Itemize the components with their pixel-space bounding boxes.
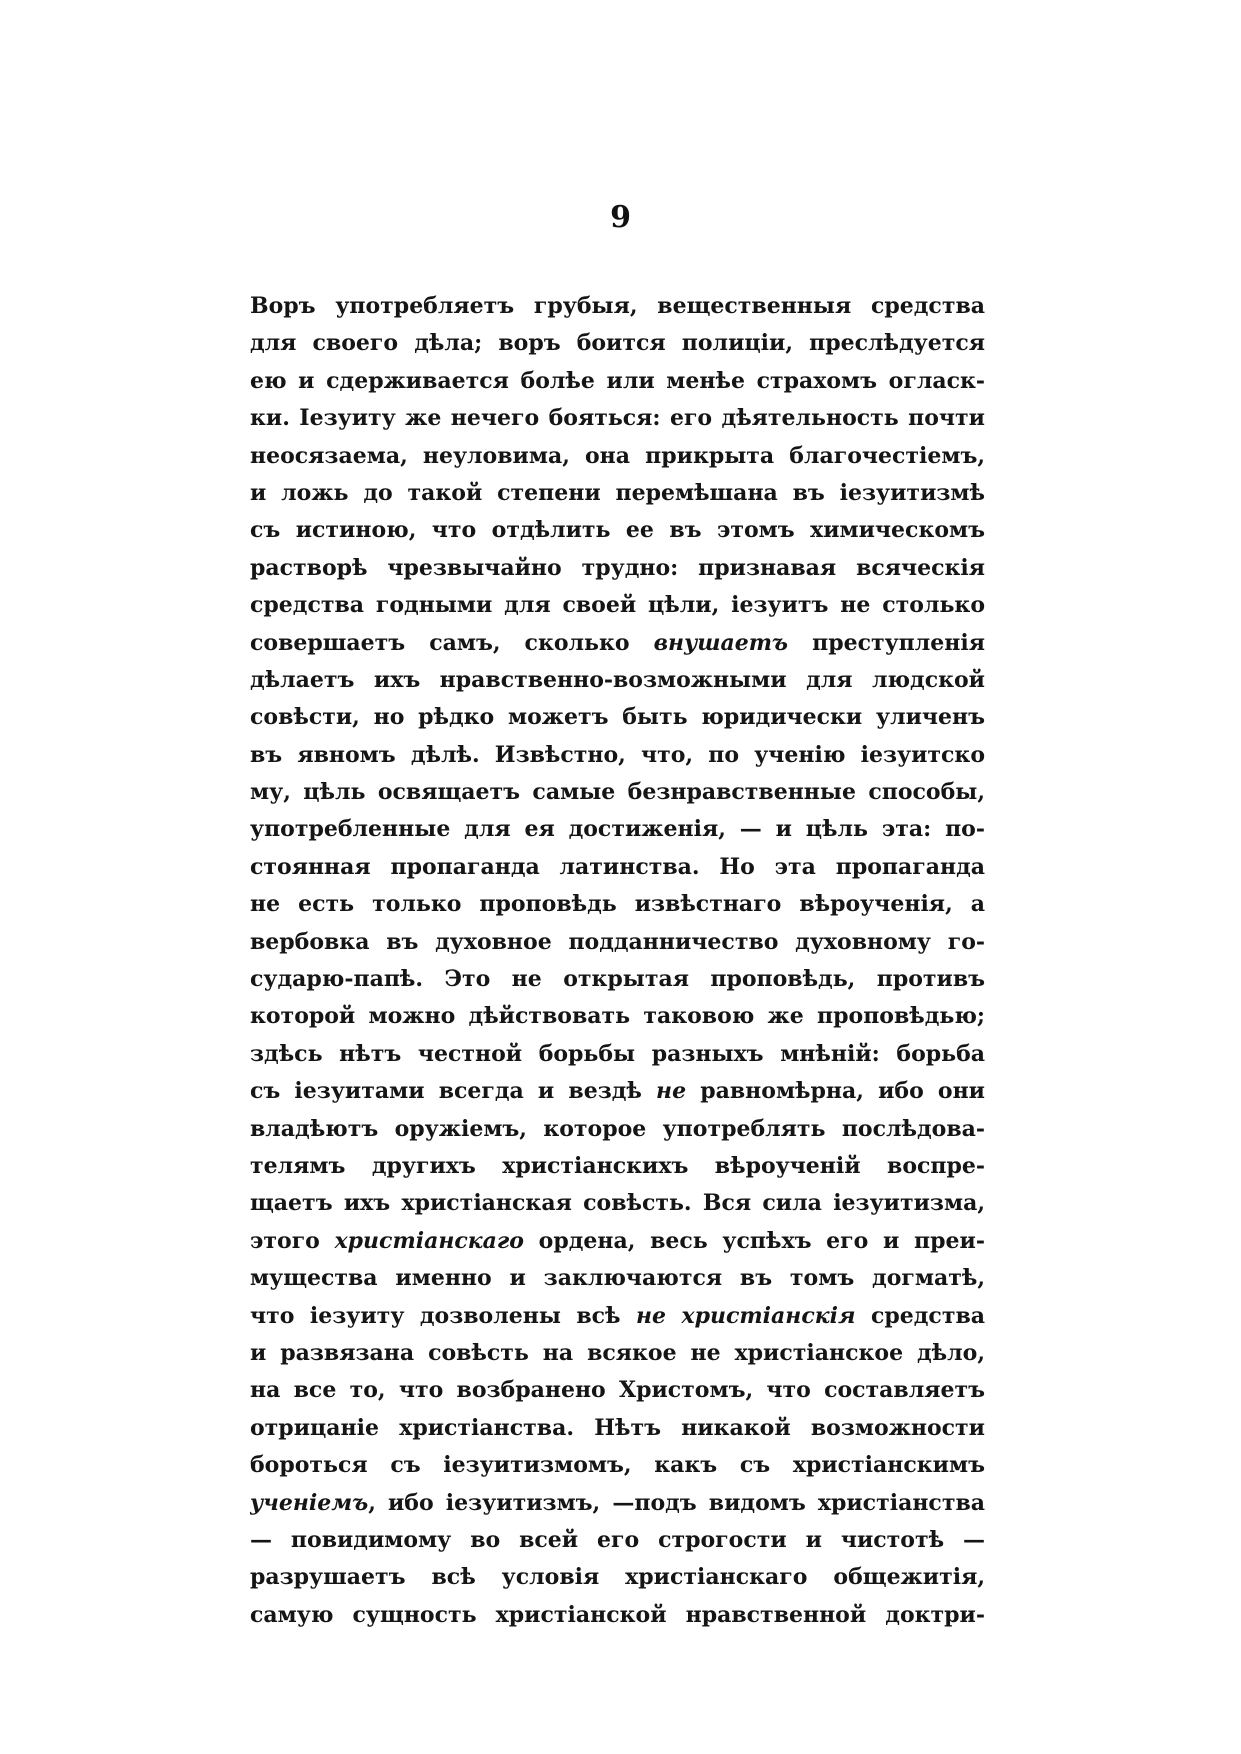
- text-segment: съ іезуитами всегда и вездѣ: [250, 1078, 657, 1105]
- text-segment: этого: [250, 1227, 335, 1254]
- text-segment: Воръ употребляетъ грубыя, вещественныя средства: [250, 293, 985, 319]
- text-line: [250, 325, 985, 362]
- text-line: [250, 1522, 985, 1559]
- text-line: [250, 587, 985, 624]
- text-line: [250, 475, 985, 512]
- text-line: [250, 924, 985, 961]
- text-line: [250, 288, 985, 325]
- text-segment: бороться съ іезуитизмомъ, какъ съ христіанскимъ: [250, 1452, 985, 1479]
- text-line: [250, 737, 985, 774]
- text-line: [250, 1223, 985, 1260]
- text-line: [250, 1036, 985, 1073]
- text-line: [250, 438, 985, 475]
- text-line: [250, 1410, 985, 1447]
- text-line: [250, 849, 985, 886]
- text-segment: неосязаема, неуловима, она прикрыта благочестіемъ,: [250, 442, 985, 469]
- text-segment: совершаетъ самъ, сколько: [250, 629, 654, 656]
- text-segment: для своего дѣла; воръ боится полиціи, преслѣдуется: [250, 330, 985, 357]
- text-segment: ордена, весь успѣхъ его и преи-: [523, 1227, 985, 1254]
- text-segment: и ложь до такой степени перемѣшана въ іезуитизмѣ: [250, 479, 985, 506]
- text-segment: ки. Іезуиту же нечего бояться: его дѣятельность почти: [250, 405, 985, 432]
- text-line: [250, 400, 985, 437]
- text-segment: на все то, что возбранено Христомъ, что составляетъ: [250, 1377, 985, 1404]
- text-segment: средства: [855, 1302, 985, 1329]
- text-segment: вербовка въ духовное подданничество духовному го-: [250, 928, 985, 955]
- body-text: [250, 288, 985, 1634]
- text-line: [250, 1559, 985, 1596]
- text-segment: му, цѣль освящаетъ самые безнравственные способы,: [250, 779, 985, 806]
- italic-text: не: [656, 1078, 687, 1105]
- text-line: [250, 1372, 985, 1409]
- text-line: [250, 1447, 985, 1484]
- text-line: [250, 662, 985, 699]
- italic-text: ученіемъ: [250, 1489, 369, 1516]
- page-number: 9: [610, 200, 631, 235]
- text-segment: здѣсь нѣтъ честной борьбы разныхъ мнѣній: борьба: [250, 1040, 985, 1067]
- text-segment: и развязана совѣсть на всякое не христіанское дѣло,: [250, 1339, 985, 1366]
- text-segment: съ истиною, что отдѣлить ее въ этомъ химическомъ: [250, 517, 985, 544]
- text-segment: равномѣрна, ибо они: [686, 1078, 985, 1105]
- text-segment: телямъ другихъ христіанскихъ вѣроученій воспре-: [250, 1152, 985, 1179]
- text-line: [250, 363, 985, 400]
- text-segment: сударю-папѣ. Это не открытая проповѣдь, противъ: [250, 966, 985, 993]
- text-segment: стоянная пропаганда латинства. Но эта пропаганда: [250, 853, 985, 880]
- text-line: [250, 1298, 985, 1335]
- text-line: [250, 1073, 985, 1110]
- text-line: [250, 1335, 985, 1372]
- italic-text: внушаетъ: [653, 629, 789, 656]
- text-segment: совѣсти, но рѣдко можетъ быть юридически уличенъ: [250, 704, 985, 731]
- text-line: [250, 1485, 985, 1522]
- text-segment: которой можно дѣйствовать таковою же проповѣдью;: [250, 1003, 985, 1030]
- text-segment: щаетъ ихъ христіанская совѣсть. Вся сила іезуитизма,: [250, 1190, 985, 1217]
- text-segment: мущества именно и заключаются въ томъ догматѣ,: [250, 1265, 985, 1292]
- text-segment: преступленія: [788, 629, 985, 656]
- italic-text: христіанскаго: [334, 1227, 524, 1254]
- text-line: [250, 886, 985, 923]
- text-segment: владѣютъ оружіемъ, которое употреблять послѣдова-: [250, 1115, 985, 1142]
- text-segment: самую сущность христіанской нравственной доктри-: [250, 1601, 985, 1628]
- text-segment: не есть только проповѣдь извѣстнаго вѣроученія, а: [250, 891, 985, 918]
- text-line: [250, 1148, 985, 1185]
- text-segment: ею и сдерживается болѣе или менѣе страхомъ огласк-: [250, 367, 985, 394]
- text-segment: разрушаетъ всѣ условія христіанскаго общежитія,: [250, 1564, 985, 1591]
- text-line: [250, 699, 985, 736]
- text-line: [250, 1597, 985, 1634]
- text-segment: дѣлаетъ ихъ нравственно-возможными для людской: [250, 666, 985, 693]
- text-line: [250, 811, 985, 848]
- text-segment: растворѣ чрезвычайно трудно: признавая всяческія: [250, 554, 985, 581]
- text-line: [250, 1185, 985, 1222]
- text-segment: средства годными для своей цѣли, іезуитъ не столько: [250, 592, 985, 619]
- italic-text: не христіанскія: [636, 1302, 856, 1329]
- text-line: [250, 1260, 985, 1297]
- text-line: [250, 961, 985, 998]
- text-line: [250, 1111, 985, 1148]
- text-segment: , ибо іезуитизмъ, —подъ видомъ христіанства: [368, 1489, 985, 1516]
- text-line: [250, 998, 985, 1035]
- text-segment: употребленные для ея достиженія, — и цѣль эта: по-: [250, 816, 985, 843]
- text-line: [250, 550, 985, 587]
- text-segment: отрицаніе христіанства. Нѣтъ никакой возможности: [250, 1414, 985, 1441]
- text-segment: что іезуиту дозволены всѣ: [250, 1302, 636, 1329]
- text-line: [250, 625, 985, 662]
- text-line: [250, 774, 985, 811]
- text-segment: — повидимому во всей его строгости и чистотѣ —: [250, 1526, 985, 1553]
- text-line: [250, 512, 985, 549]
- text-segment: въ явномъ дѣлѣ. Извѣстно, что, по ученію іезуитско: [250, 741, 985, 768]
